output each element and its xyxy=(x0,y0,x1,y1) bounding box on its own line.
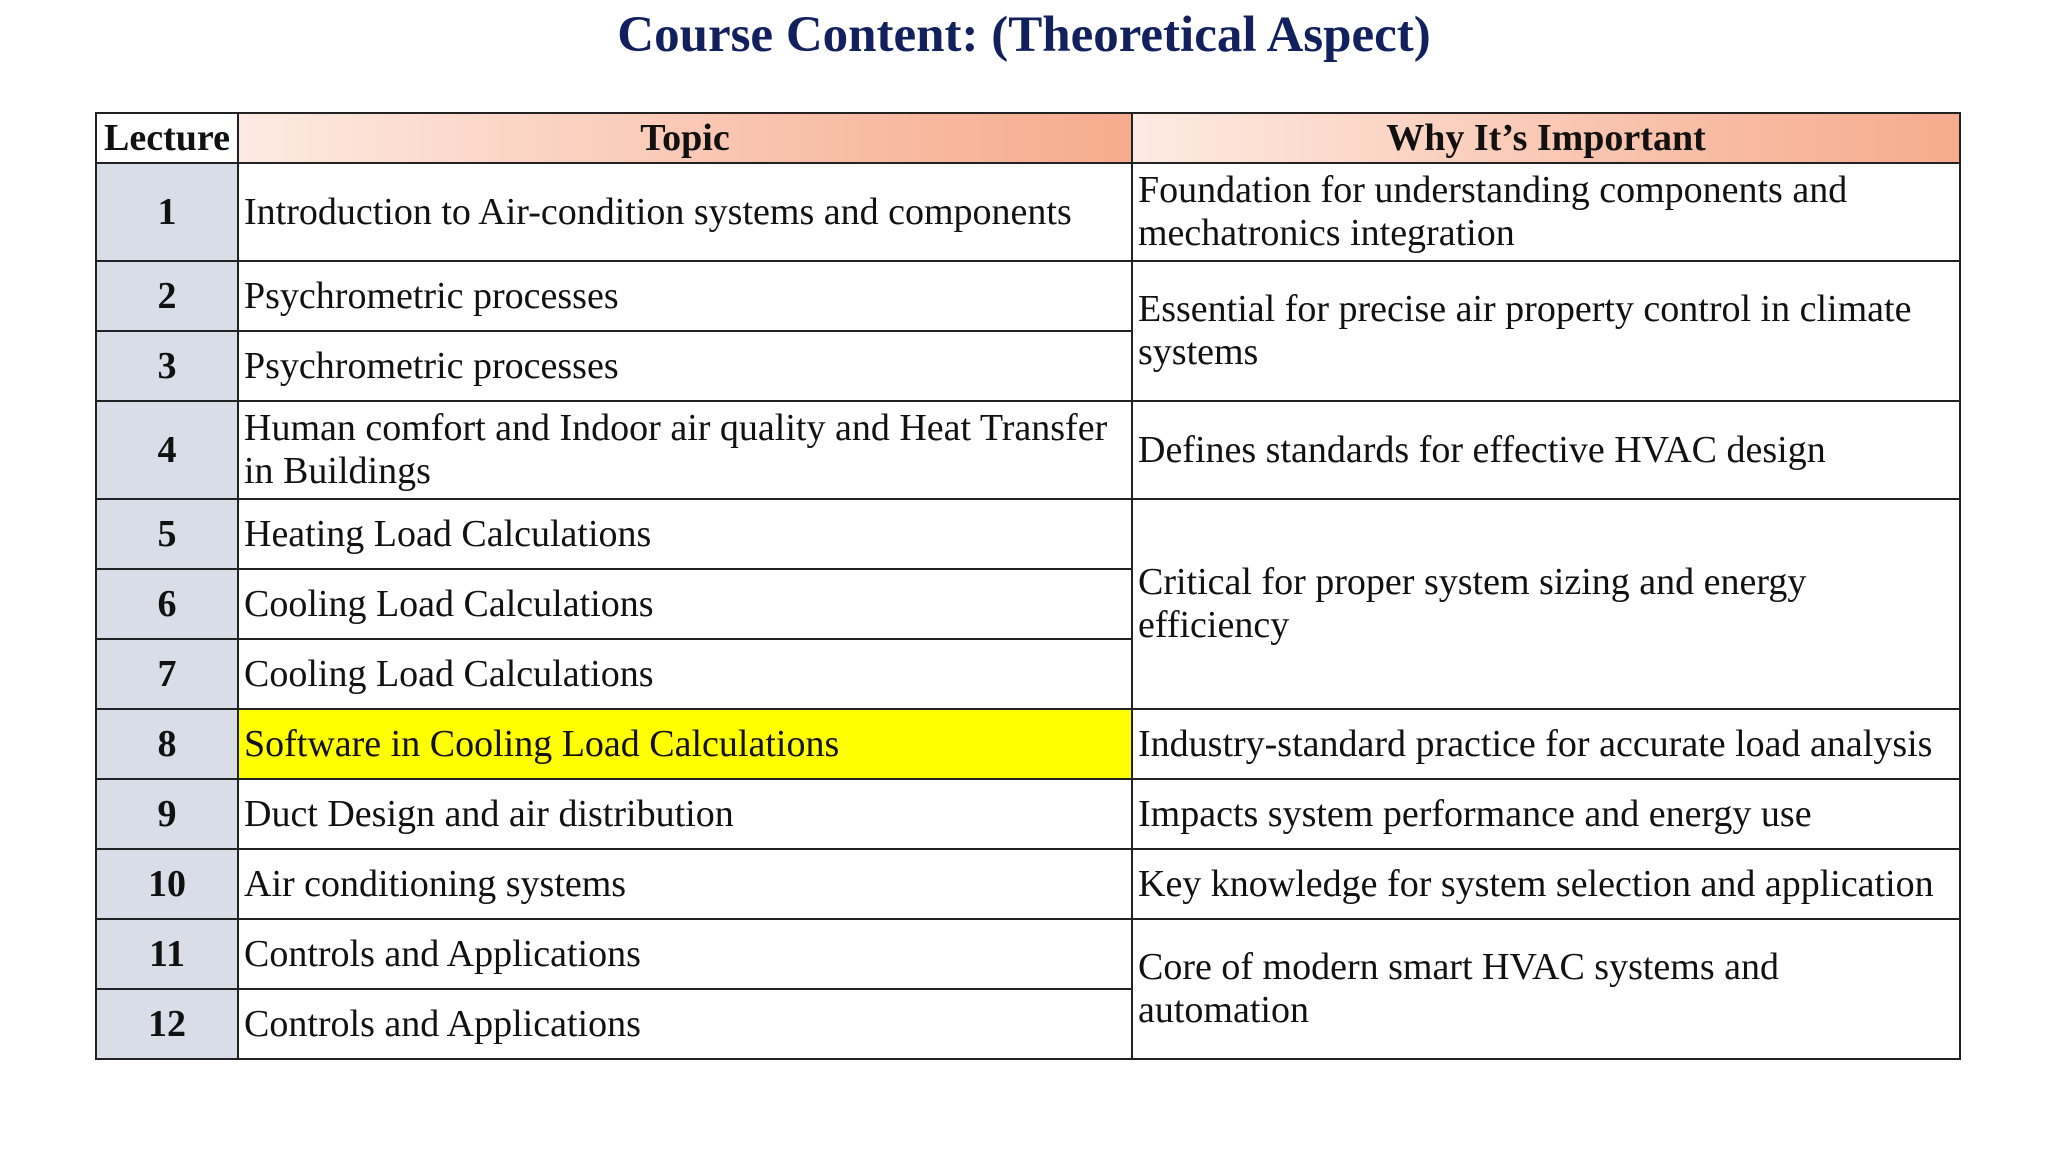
lecture-number: 12 xyxy=(96,989,238,1059)
table-row xyxy=(96,709,1960,779)
header-lecture: Lecture xyxy=(96,113,238,163)
lecture-topic: Introduction to Air-condition systems and components xyxy=(238,163,1132,261)
table-row xyxy=(96,919,1960,989)
lecture-number: 1 xyxy=(96,163,238,261)
header-topic: Topic xyxy=(238,113,1132,163)
lecture-topic: Human comfort and Indoor air quality and Heat Transfer in Buildings xyxy=(238,401,1132,499)
importance-text: Defines standards for effective HVAC design xyxy=(1132,401,1960,499)
lecture-topic: Heating Load Calculations xyxy=(238,499,1132,569)
lecture-number: 7 xyxy=(96,639,238,709)
importance-text: Industry-standard practice for accurate load analysis xyxy=(1132,709,1960,779)
table-row xyxy=(96,261,1960,331)
lecture-topic: Psychrometric processes xyxy=(238,261,1132,331)
lecture-number: 9 xyxy=(96,779,238,849)
course-content-table xyxy=(95,112,1961,1060)
importance-text: Critical for proper system sizing and energy efficiency xyxy=(1132,499,1960,709)
importance-text: Essential for precise air property control in climate systems xyxy=(1132,261,1960,401)
table-row xyxy=(96,401,1960,499)
page-title: Course Content: (Theoretical Aspect) xyxy=(617,7,1431,63)
header-row xyxy=(96,113,1960,163)
importance-text: Key knowledge for system selection and application xyxy=(1132,849,1960,919)
table-row xyxy=(96,779,1960,849)
table-row xyxy=(96,163,1960,261)
importance-text: Impacts system performance and energy use xyxy=(1132,779,1960,849)
lecture-topic: Air conditioning systems xyxy=(238,849,1132,919)
header-why-important: Why It’s Important xyxy=(1132,113,1960,163)
lecture-topic: Duct Design and air distribution xyxy=(238,779,1132,849)
lecture-number: 11 xyxy=(96,919,238,989)
table-row xyxy=(96,849,1960,919)
lecture-number: 4 xyxy=(96,401,238,499)
lecture-number: 2 xyxy=(96,261,238,331)
importance-text: Core of modern smart HVAC systems and automation xyxy=(1132,919,1960,1059)
importance-text: Foundation for understanding components and mechatronics integration xyxy=(1132,163,1960,261)
lecture-number: 6 xyxy=(96,569,238,639)
lecture-topic: Controls and Applications xyxy=(238,989,1132,1059)
table-row xyxy=(96,499,1960,569)
lecture-topic-highlighted: Software in Cooling Load Calculations xyxy=(238,709,1132,779)
lecture-number: 10 xyxy=(96,849,238,919)
lecture-topic: Psychrometric processes xyxy=(238,331,1132,401)
lecture-topic: Cooling Load Calculations xyxy=(238,569,1132,639)
lecture-topic: Controls and Applications xyxy=(238,919,1132,989)
lecture-number: 5 xyxy=(96,499,238,569)
lecture-number: 8 xyxy=(96,709,238,779)
lecture-topic: Cooling Load Calculations xyxy=(238,639,1132,709)
lecture-number: 3 xyxy=(96,331,238,401)
